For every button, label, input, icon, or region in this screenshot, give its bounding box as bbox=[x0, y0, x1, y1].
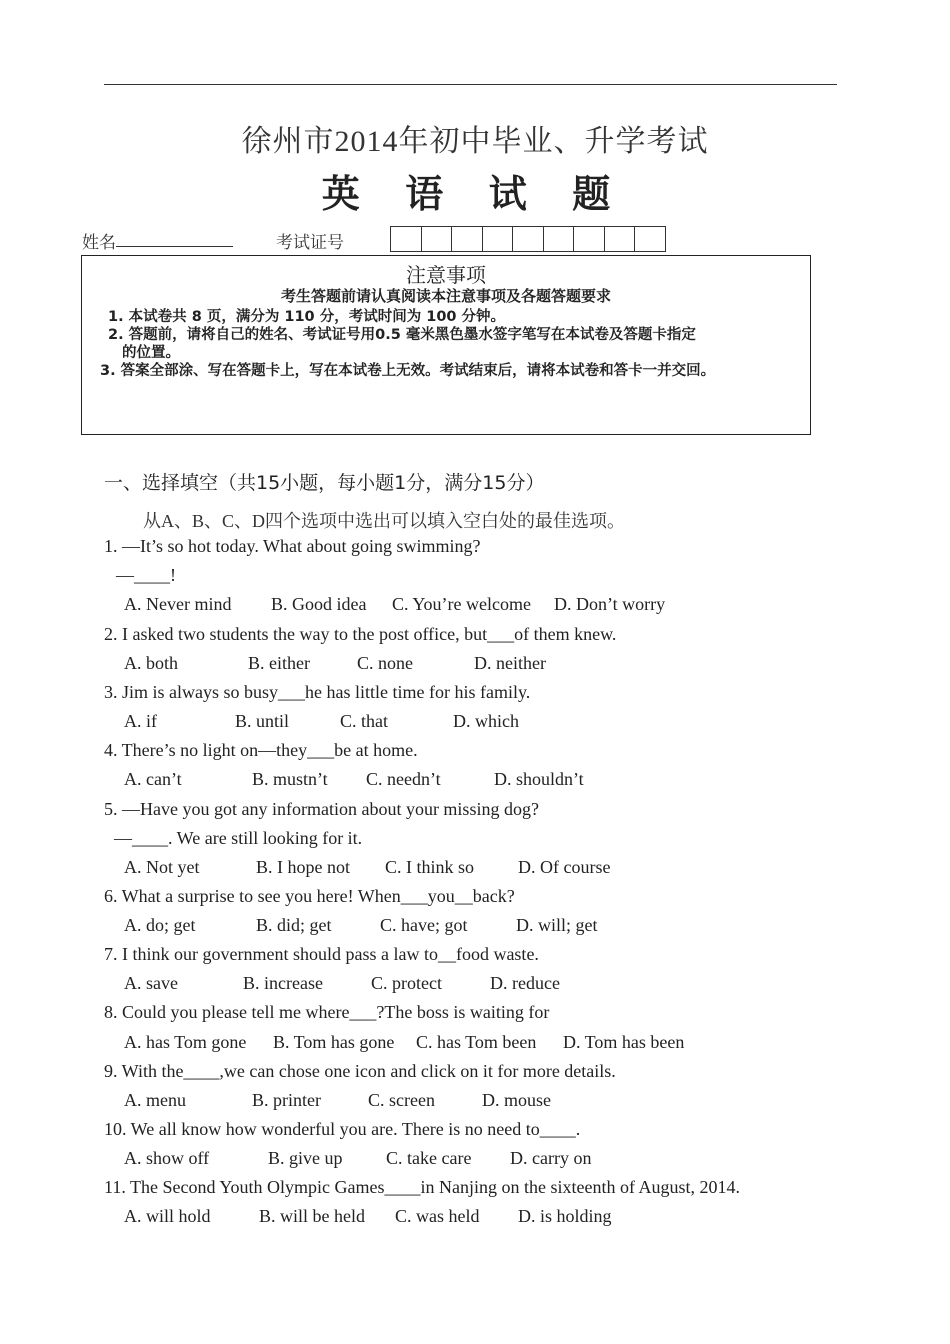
answer-option: B. will be held bbox=[259, 1206, 365, 1226]
question-stem: —____! bbox=[116, 565, 176, 585]
exam-id-digit-box[interactable] bbox=[634, 226, 666, 252]
question-stem: 4. There’s no light on—they___be at home. bbox=[104, 740, 418, 760]
question-stem: 2. I asked two students the way to the post office, but___of them knew. bbox=[104, 624, 617, 644]
name-field[interactable] bbox=[116, 246, 233, 247]
answer-option: A. show off bbox=[124, 1148, 210, 1168]
section-heading: 一、选择填空（共15小题，每小题1分，满分15分） bbox=[104, 472, 545, 494]
answer-option: D. Tom has been bbox=[563, 1032, 685, 1052]
answer-option: C. none bbox=[357, 653, 413, 673]
notice-item: 2. 答题前，请将自己的姓名、考试证号用0.5 毫米黑色墨水签字笔写在本试卷及答题卡指定 bbox=[108, 327, 696, 343]
answer-option: A. save bbox=[124, 973, 178, 993]
answer-option: A. will hold bbox=[124, 1206, 211, 1226]
question-stem: 10. We all know how wonderful you are. There is no need to____. bbox=[104, 1119, 581, 1139]
section-instruction: 从A、B、C、D四个选项中选出可以填入空白处的最佳选项。 bbox=[143, 511, 626, 531]
notice-title: 注意事项 bbox=[406, 263, 486, 287]
answer-option: D. reduce bbox=[490, 973, 560, 993]
answer-option: A. has Tom gone bbox=[124, 1032, 247, 1052]
exam-id-digit-box[interactable] bbox=[573, 226, 604, 252]
answer-option: C. You’re welcome bbox=[392, 594, 531, 614]
answer-option: A. can’t bbox=[124, 769, 182, 789]
notice-item: 的位置。 bbox=[122, 345, 180, 361]
answer-option: B. I hope not bbox=[256, 857, 350, 877]
exam-id-digit-box[interactable] bbox=[604, 226, 635, 252]
answer-option: D. mouse bbox=[482, 1090, 551, 1110]
answer-option: B. either bbox=[248, 653, 310, 673]
answer-option: A. do; get bbox=[124, 915, 196, 935]
notice-box bbox=[81, 255, 811, 435]
answer-option: D. will; get bbox=[516, 915, 598, 935]
question-stem: 5. —Have you got any information about your missing dog? bbox=[104, 799, 539, 819]
answer-option: B. did; get bbox=[256, 915, 332, 935]
exam-id-digit-box[interactable] bbox=[390, 226, 421, 252]
exam-id-boxes bbox=[390, 226, 666, 252]
question-stem: 11. The Second Youth Olympic Games____in Nanjing on the sixteenth of August, 2014. bbox=[104, 1177, 740, 1197]
question-stem: 1. —It’s so hot today. What about going swimming? bbox=[104, 536, 481, 556]
answer-option: D. is holding bbox=[518, 1206, 612, 1226]
exam-id-digit-box[interactable] bbox=[421, 226, 452, 252]
answer-option: B. increase bbox=[243, 973, 323, 993]
exam-id-digit-box[interactable] bbox=[543, 226, 574, 252]
answer-option: B. give up bbox=[268, 1148, 343, 1168]
question-stem: 8. Could you please tell me where___?The boss is waiting for bbox=[104, 1002, 550, 1022]
top-rule bbox=[104, 84, 837, 85]
answer-option: C. take care bbox=[386, 1148, 472, 1168]
answer-option: D. Don’t worry bbox=[554, 594, 666, 614]
notice-item: 1. 本试卷共 8 页，满分为 110 分，考试时间为 100 分钟。 bbox=[108, 309, 506, 325]
exam-title: 徐州市2014年初中毕业、升学考试 bbox=[241, 125, 709, 158]
answer-option: C. needn’t bbox=[366, 769, 441, 789]
answer-option: D. carry on bbox=[510, 1148, 592, 1168]
notice-subtitle: 考生答题前请认真阅读本注意事项及各题答题要求 bbox=[280, 287, 611, 305]
answer-option: B. mustn’t bbox=[252, 769, 328, 789]
answer-option: A. both bbox=[124, 653, 178, 673]
question-stem: —____. We are still looking for it. bbox=[114, 828, 363, 848]
answer-option: C. protect bbox=[371, 973, 442, 993]
answer-option: B. Good idea bbox=[271, 594, 367, 614]
answer-option: D. Of course bbox=[518, 857, 611, 877]
question-stem: 7. I think our government should pass a law to__food waste. bbox=[104, 944, 539, 964]
answer-option: C. was held bbox=[395, 1206, 480, 1226]
answer-option: B. Tom has gone bbox=[273, 1032, 395, 1052]
answer-option: C. has Tom been bbox=[416, 1032, 537, 1052]
question-stem: 6. What a surprise to see you here! When___you__back? bbox=[104, 886, 515, 906]
answer-option: D. neither bbox=[474, 653, 546, 673]
exam-subject-title: 英 语 试 题 bbox=[321, 174, 629, 216]
answer-option: C. that bbox=[340, 711, 388, 731]
answer-option: D. which bbox=[453, 711, 519, 731]
question-stem: 9. With the____,we can chose one icon and click on it for more details. bbox=[104, 1061, 616, 1081]
answer-option: C. have; got bbox=[380, 915, 468, 935]
answer-option: A. Never mind bbox=[124, 594, 232, 614]
answer-option: B. until bbox=[235, 711, 290, 731]
exam-id-digit-box[interactable] bbox=[512, 226, 543, 252]
answer-option: B. printer bbox=[252, 1090, 321, 1110]
answer-option: A. menu bbox=[124, 1090, 186, 1110]
answer-option: A. if bbox=[124, 711, 157, 731]
answer-option: D. shouldn’t bbox=[494, 769, 584, 789]
answer-option: A. Not yet bbox=[124, 857, 200, 877]
notice-item: 3. 答案全部涂、写在答题卡上，写在本试卷上无效。考试结束后，请将本试卷和答卡一并交回。 bbox=[100, 363, 716, 379]
question-stem: 3. Jim is always so busy___he has little time for his family. bbox=[104, 682, 531, 702]
exam-id-digit-box[interactable] bbox=[482, 226, 513, 252]
name-label: 姓名 bbox=[82, 233, 116, 252]
exam-id-digit-box[interactable] bbox=[451, 226, 482, 252]
answer-option: C. screen bbox=[368, 1090, 435, 1110]
answer-option: C. I think so bbox=[385, 857, 475, 877]
exam-id-label: 考试证号 bbox=[276, 233, 344, 252]
